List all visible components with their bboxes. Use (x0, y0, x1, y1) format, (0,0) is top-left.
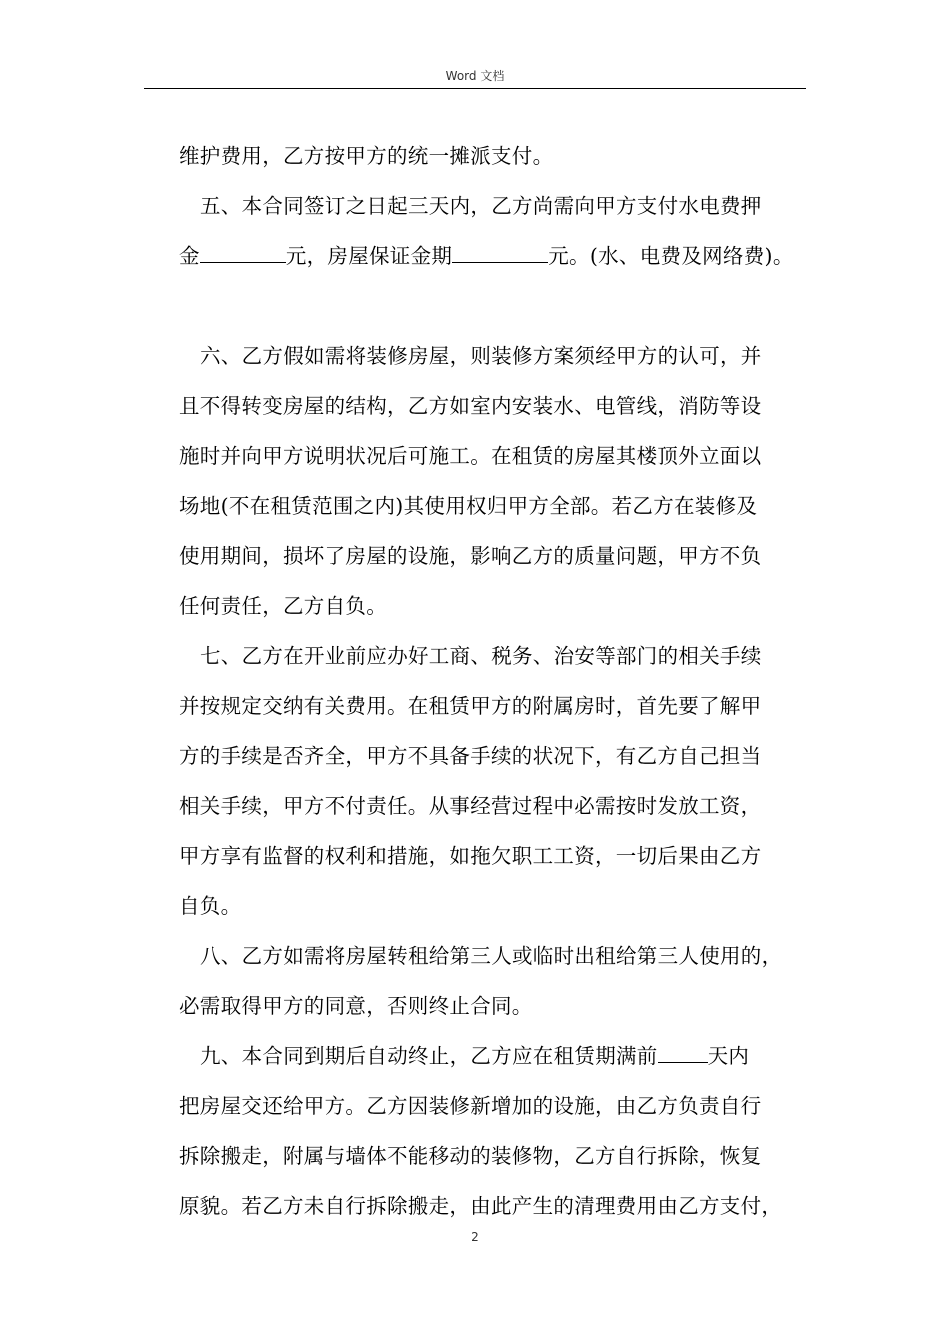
clause-5-line: 五、本合同签订之日起三天内，乙方尚需向甲方支付水电费押 (200, 194, 762, 218)
clause-7-line: 方的手续是否齐全，甲方不具备手续的状况下，有乙方自己担当 (179, 744, 762, 768)
clause-9-line: 把房屋交还给甲方。乙方因装修新增加的设施，由乙方负责自行 (179, 1094, 762, 1118)
clause-9-line: 原貌。若乙方未自行拆除搬走，由此产生的清理费用由乙方支付， (179, 1194, 783, 1218)
text-line: 维护费用，乙方按甲方的统一摊派支付。 (179, 144, 554, 168)
fill-in-blank (200, 242, 286, 263)
page-number: 2 (471, 1230, 479, 1244)
clause-5-text: 元。(水、电费及网络费)。 (548, 244, 794, 268)
clause-6-line: 场地(不在租赁范围之内)其使用权归甲方全部。若乙方在装修及 (179, 494, 758, 518)
clause-5-text: 元，房屋保证金期 (285, 244, 453, 268)
clause-8-line: 八、乙方如需将房屋转租给第三人或临时出租给第三人使用的， (200, 944, 783, 968)
clause-9-text: 九、本合同到期后自动终止，乙方应在租赁期满前 (200, 1044, 658, 1068)
fill-in-blank (452, 242, 548, 263)
paragraph-gap (179, 281, 819, 331)
clause-7-line: 甲方享有监督的权利和措施，如拖欠职工工资，一切后果由乙方 (179, 844, 762, 868)
clause-9-line (179, 1031, 819, 1081)
clause-6-line: 六、乙方假如需将装修房屋，则装修方案须经甲方的认可，并 (200, 344, 762, 368)
clause-6-line: 施时并向甲方说明状况后可施工。在租赁的房屋其楼顶外立面以 (179, 444, 762, 468)
clause-7-line: 七、乙方在开业前应办好工商、税务、治安等部门的相关手续 (200, 644, 762, 668)
page-header: Word 文档 (445, 69, 505, 83)
clause-6-line: 使用期间，损坏了房屋的设施，影响乙方的质量问题，甲方不负 (179, 544, 762, 568)
clause-9-line: 拆除搬走，附属与墙体不能移动的装修物，乙方自行拆除，恢复 (179, 1144, 762, 1168)
clause-6-line: 任何责任，乙方自负。 (179, 594, 387, 618)
clause-7-line: 相关手续，甲方不付责任。从事经营过程中必需按时发放工资， (179, 794, 762, 818)
clause-5-line (179, 231, 819, 281)
clause-8-line: 必需取得甲方的同意，否则终止合同。 (179, 994, 533, 1018)
clause-7-line: 并按规定交纳有关费用。在租赁甲方的附属房时，首先要了解甲 (179, 694, 762, 718)
clause-9-text: 天内 (707, 1044, 750, 1068)
header-divider (144, 88, 806, 89)
clause-6-line: 且不得转变房屋的结构，乙方如室内安装水、电管线，消防等设 (179, 394, 762, 418)
document-body (179, 131, 819, 1231)
clause-7-line: 自负。 (179, 894, 242, 918)
fill-in-blank (658, 1042, 708, 1063)
clause-5-text: 金 (179, 244, 200, 268)
